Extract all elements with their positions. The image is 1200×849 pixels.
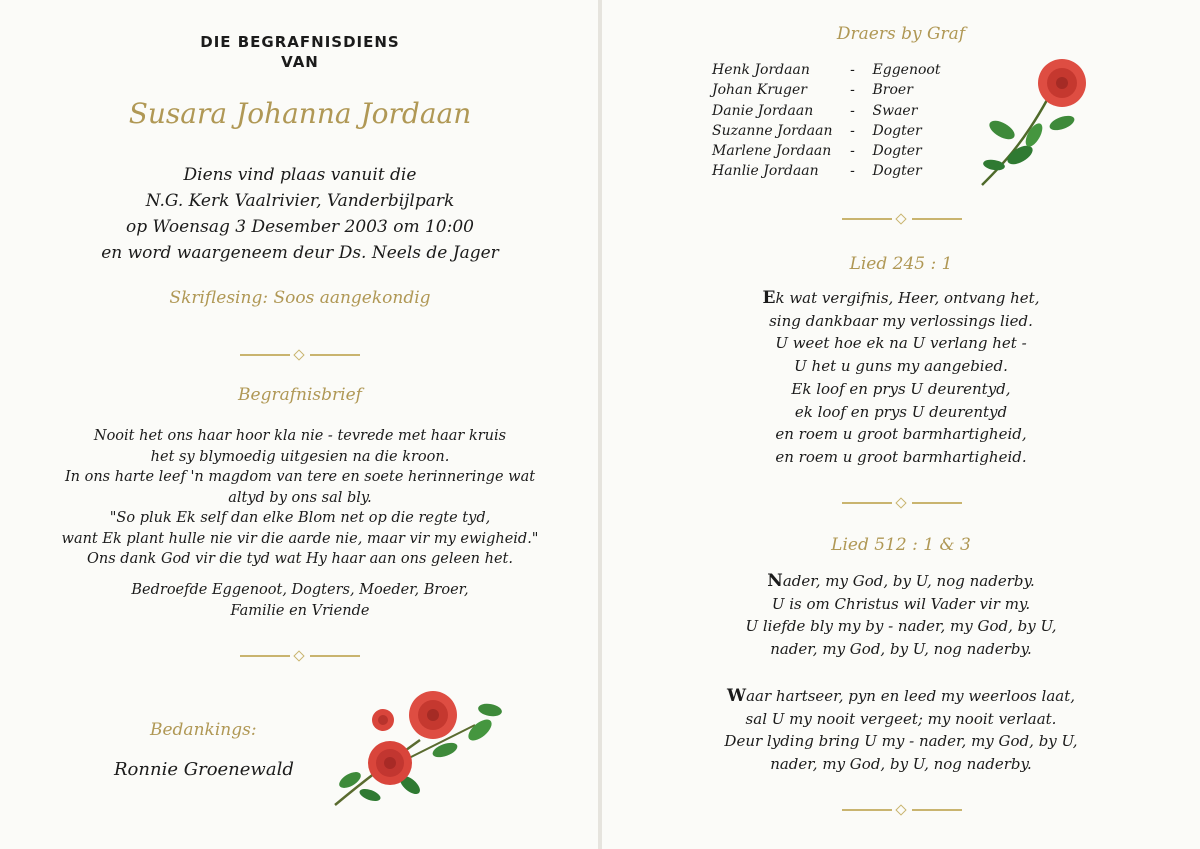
deceased-name: Susara Johanna Jordaan: [128, 97, 472, 130]
bearers-title: Draers by Graf: [836, 24, 966, 44]
drop-cap: W: [727, 686, 747, 706]
hymn-line: sal U my nooit vergeet; my nooit verlaat.: [745, 709, 1057, 728]
hymn2-verse-3: [602, 685, 1200, 776]
list-item: Hanlie Jordaan - Dogter: [712, 163, 922, 180]
letter-title: Begrafnisbrief: [238, 385, 362, 405]
ornament-divider: [842, 498, 962, 508]
letter-line: Ons dank God vir die tyd wat Hy haar aan ons geleen het.: [87, 551, 513, 567]
service-details: [0, 162, 600, 266]
letter-line: In ons harte leef 'n magdom van tere en soete herinneringe wat: [64, 469, 536, 485]
hymn-line: nader, my God, by U, nog naderby.: [770, 755, 1032, 774]
letter-line: altyd by ons sal bly.: [228, 489, 372, 506]
hymn1-verse: [602, 287, 1200, 469]
title-line-2: VAN: [281, 53, 319, 71]
hymn-line: Ek wat vergifnis, Heer, ontvang het,: [762, 288, 1040, 308]
service-line: N.G. Kerk Vaalrivier, Vanderbijlpark: [145, 191, 455, 211]
hymn-line: Nader, my God, by U, nog naderby.: [767, 571, 1035, 591]
list-item: Marlene Jordaan - Dogter: [712, 143, 922, 160]
letter-line: "So pluk Ek self dan elke Blom net op die regte tyd,: [109, 510, 491, 526]
hymn-line: U weet hoe ek na U verlang het -: [775, 334, 1027, 353]
letter-line: het sy blymoedig uitgesien na die kroon.: [150, 448, 450, 465]
drop-cap: E: [762, 288, 776, 308]
service-line: op Woensag 3 Desember 2003 om 10:00: [126, 217, 474, 237]
hymn-line: en roem u groot barmhartigheid,: [775, 425, 1027, 444]
letter-line: want Ek plant hulle nie vir die aarde nie, maar vir my ewigheid.": [61, 530, 539, 547]
list-item: Suzanne Jordaan - Dogter: [712, 122, 922, 139]
bearers-list: [712, 60, 940, 182]
thanks-name: Ronnie Groenewald: [114, 759, 294, 780]
service-line: Diens vind plaas vanuit die: [183, 165, 417, 185]
list-item: Johan Kruger - Broer: [712, 82, 913, 99]
signoff: [0, 580, 600, 622]
ornament-divider: [240, 350, 360, 360]
hymn2-verse-1: [602, 570, 1200, 661]
letter-line: Nooit het ons haar hoor kla nie - tevrede met haar kruis: [93, 428, 507, 444]
hymn-line: en roem u groot barmhartigheid.: [775, 447, 1027, 466]
hymn-line: U het u guns my aangebied.: [794, 357, 1008, 376]
hymn-line: U liefde bly my by - nader, my God, by U,: [745, 617, 1057, 636]
hymn-line: ek loof en prys U deurentyd: [794, 402, 1008, 421]
single-rose-icon: [972, 55, 1097, 190]
title-block: [0, 32, 600, 72]
title-line-1: DIE BEGRAFNISDIENS: [200, 33, 400, 51]
hymn2-title: Lied 512 : 1 & 3: [831, 535, 971, 555]
left-page: [0, 0, 598, 849]
ornament-divider: [240, 651, 360, 661]
hymn-line: Ek loof en prys U deurentyd,: [791, 379, 1011, 398]
ornament-divider: [842, 214, 962, 224]
list-item: Henk Jordaan - Eggenoot: [712, 62, 941, 78]
drop-cap: N: [767, 571, 783, 591]
thanks-title: Bedankings:: [150, 720, 257, 740]
signoff-line: Familie en Vriende: [230, 603, 370, 619]
list-item: Danie Jordaan - Swaer: [712, 102, 918, 119]
hymn-line: Deur lyding bring U my - nader, my God, by U,: [724, 732, 1078, 751]
service-line: en word waargeneem deur Ds. Neels de Jager: [101, 243, 499, 263]
ornament-divider: [842, 805, 962, 815]
signoff-line: Bedroefde Eggenoot, Dogters, Moeder, Broer,: [131, 582, 469, 598]
hymn-line: nader, my God, by U, nog naderby.: [770, 640, 1032, 659]
scripture-reading: Skriflesing: Soos aangekondig: [169, 288, 431, 308]
funeral-letter: [0, 426, 600, 570]
hymn1-title: Lied 245 : 1: [849, 254, 953, 274]
right-page: [602, 0, 1200, 849]
rose-bouquet-icon: [325, 685, 510, 810]
hymn-line: sing dankbaar my verlossings lied.: [769, 311, 1033, 330]
hymn-line: U is om Christus wil Vader vir my.: [771, 594, 1031, 613]
hymn-line: Waar hartseer, pyn en leed my weerloos laat,: [727, 686, 1075, 706]
